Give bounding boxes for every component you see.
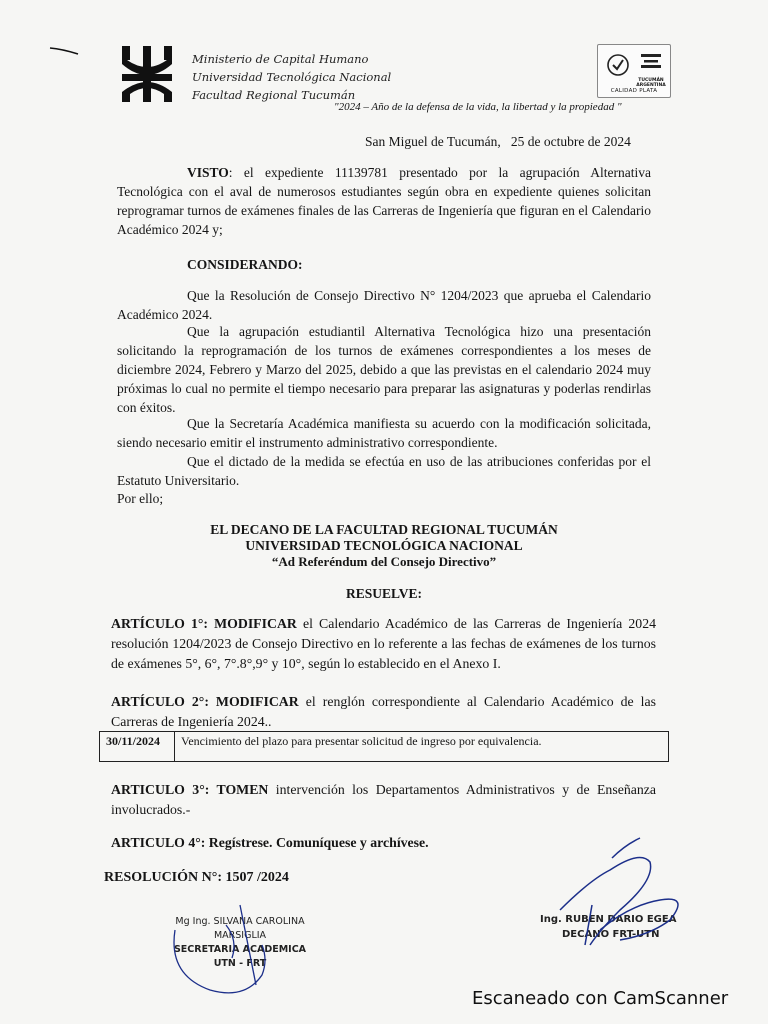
secretary-org: UTN - FRT [213,958,267,969]
quality-seal-icon [606,53,630,77]
secretary-name: Mg Ing. SILVANA CAROLINA MARSIGLIA [175,916,305,941]
article-4 [111,833,656,853]
article-4-lead: ARTICULO 4°: Regístrese. Comuníquese y archívese. [111,835,429,850]
resolution-number: RESOLUCIÓN N°: 1507 /2024 [104,870,289,885]
dean-name: Ing. RUBEN DARIO EGEA [540,914,677,925]
visto-text: : el expediente 11139781 presentado por la agrupación Alternativa Tecnológica con el aval de numerosos estudiantes según obra en expediente quienes solicitan reprogramar turnos de exámenes finales de las Carreras de Ingeniería que figuran en el Calendario Académico 2024 y; [117,165,651,237]
utn-logo-icon [120,46,174,102]
resuelve-heading: RESUELVE: [345,586,423,601]
camscanner-watermark: Escaneado con CamScanner [472,988,729,1009]
article-3-lead: ARTICULO 3°: TOMEN [111,782,269,797]
considerando-paragraph-4: Que el dictado de la medida se efectúa en uso de las atribuciones conferidas por el Estatuto Universitario. [117,454,651,488]
por-ello-line: Por ello; [117,491,164,506]
dean-title: DECANO FRT-UTN [562,929,660,940]
article-1-text: el Calendario Académico de las Carreras de Ingeniería 2024 resolución 1204/2023 de Consejo Directivo en lo referente a las fechas de exámenes de los turnos de exámenes 5°, 6°, 7°.8°,9° y 10°, según lo establecido en el Anexo I. [111,616,656,671]
table-row [100,732,669,762]
article-1-lead: ARTÍCULO 1°: MODIFICAR [111,616,297,631]
article-3 [111,780,656,820]
tucuman-brand-icon [638,51,664,77]
considerando-label: CONSIDERANDO: [187,257,303,272]
article-2-text: el renglón correspondiente al Calendario Académico de las Carreras de Ingeniería 2024.. [111,694,657,729]
article-2 [111,692,656,732]
considerando-paragraph-3: Que la Secretaría Académica manifiesta su acuerdo con la modificación solicitada, siendo necesario emitir el instrumento administrativo correspondiente. [117,416,651,450]
quality-brand-label: TUCUMÁN ARGENTINA [636,78,666,88]
date-line: San Miguel de Tucumán, 25 de octubre de 2024 [365,134,631,149]
ministry-line: Ministerio de Capital Humano [192,52,369,66]
considerando-paragraph-1: Que la Resolución de Consejo Directivo N° 1204/2023 que aprueba el Calendario Académico 2024. [117,288,651,322]
secretary-signature-block [165,915,315,971]
quality-label: CALIDAD PLATA [610,88,658,94]
calendar-deadline-table [99,731,669,762]
article-1 [111,614,656,674]
authority-line-2: UNIVERSIDAD TECNOLÓGICA NACIONAL [245,538,523,553]
authority-line-3: “Ad Referéndum del Consejo Directivo” [271,554,497,569]
article-3-text: intervención los Departamentos Administrativos y de Enseñanza involucrados.- [111,782,656,817]
university-line: Universidad Tecnológica Nacional [192,70,392,84]
faculty-line: Facultad Regional Tucumán [192,88,356,102]
institution-header [192,50,391,104]
considerando-paragraph-2: Que la agrupación estudiantil Alternativa Tecnológica hizo una presentación solicitando la reprogramación de los turnos de exámenes correspondientes a los meses de diciembre 2024, Febrero y Marzo del 2025, debido a que las previstas en el calendario 2024 muy próximas lo cual no permite el tiempo necesario para preparar las asignaturas y poderlas rendirlas con éxitos. [117,324,651,415]
article-2-lead: ARTÍCULO 2°: MODIFICAR [111,694,299,709]
considerando-heading [187,255,487,274]
pen-mark-icon [48,44,80,56]
year-motto: "2024 – Año de la defensa de la vida, la libertad y la propiedad " [334,101,622,113]
deadline-description-cell: Vencimiento del plazo para presentar solicitud de ingreso por equivalencia. [175,732,669,762]
dean-signature-block [540,912,676,942]
visto-label: VISTO [187,165,229,180]
deadline-date-cell: 30/11/2024 [100,732,175,762]
quality-certification-box [597,44,671,98]
visto-paragraph [117,163,651,239]
secretary-title: SECRETARIA ACADEMICA [173,944,307,955]
authority-line-1: EL DECANO DE LA FACULTAD REGIONAL TUCUMÁN [210,522,558,537]
